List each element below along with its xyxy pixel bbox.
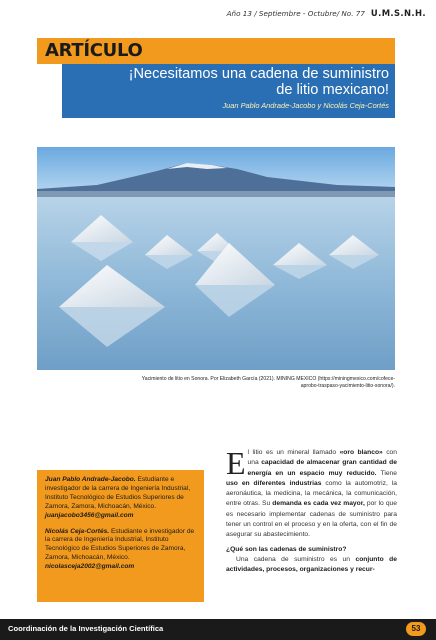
body-emphasis: capacidad de almacenar gran cantidad de energía en un espacio muy reducido. [247,459,397,477]
bio-text: Estudiante e investigador de la carrera de Ingeniería Industrial, Instituto Tecnológico de Estudios Superiores de Zamora, Zamora, Michoacán, México. [45,527,195,562]
section-subheading: ¿Qué son las cadenas de suministro? [226,545,347,553]
author-bio [45,528,196,573]
salt-flat-photo [37,147,395,370]
title-band [62,64,395,118]
bio-name: Nicolás Ceja-Cortés. [45,527,110,535]
bio-email: nicolasceja2002@gmail.com [45,563,135,571]
body-paragraph [226,555,397,576]
figure-caption [65,376,395,390]
body-emphasis: «oro blanco» [339,449,383,456]
author-bio [45,476,196,521]
body-paragraph [226,445,398,541]
bio-email: juanjacobo3456@gmail.com [45,511,134,519]
bio-text: Estudiante e investigador de la carrera de Ingeniería Industrial, Instituto Tecnológico de Estudios Superiores de Zamora, Zamora, Michoacán, México. [45,476,191,510]
footer-text: Coordinación de la Investigación Científica [8,624,164,633]
body-emphasis: uso en diferentes industrias [226,479,322,487]
issue-line: Año 13 / Septiembre - Octubre/ No. 77 [226,9,365,18]
body-text: l litio es un mineral llamado [247,449,340,456]
body-text: Una cadena de suministro es un [236,555,356,563]
drop-cap: E [226,445,246,481]
caption-line1: Yacimiento de litio en Sonora. Por Elizabeth García (2021). MINING MEXICO (https://miningmexico.com/cofece- [141,376,395,382]
caption-line2: aprobo-traspaso-yacimiento-litio-sonora/). [300,383,395,389]
body-text: Tiene [376,469,398,477]
body-emphasis: demanda es cada vez mayor, [272,500,365,508]
bio-name: Juan Pablo Andrade-Jacobo. [45,476,136,483]
title-block [37,38,395,118]
body-text: como la automotriz, la aeronáutica, la medicina, la mecánica, la comunicación, entre otras. Su [226,479,397,508]
body-emphasis: conjunto de actividades, procesos, organizaciones y recur- [226,555,397,574]
body-text: con una [247,449,397,467]
section-label: ARTÍCULO [45,40,143,61]
photo-illustration [37,147,395,370]
org-name: U.M.S.N.H. [370,8,426,18]
section-band [37,38,395,64]
article-body [226,445,398,576]
page-number: 53 [406,622,426,636]
running-header [227,8,426,18]
author-bio-box [37,470,204,602]
article-title-line1: ¡Necesitamos una cadena de suministro [128,66,389,82]
article-title-line2: de litio mexicano! [276,82,389,98]
footer-bar [0,619,436,640]
article-authors: Juan Pablo Andrade-Jacobo y Nicolás Ceja-Cortés [222,101,389,110]
body-text: por lo que es necesario implementar cadenas de suministro para tener un control en el proceso y en la oferta, con el fin de asegurar su abastecimiento. [226,500,397,539]
article-title [69,66,389,98]
